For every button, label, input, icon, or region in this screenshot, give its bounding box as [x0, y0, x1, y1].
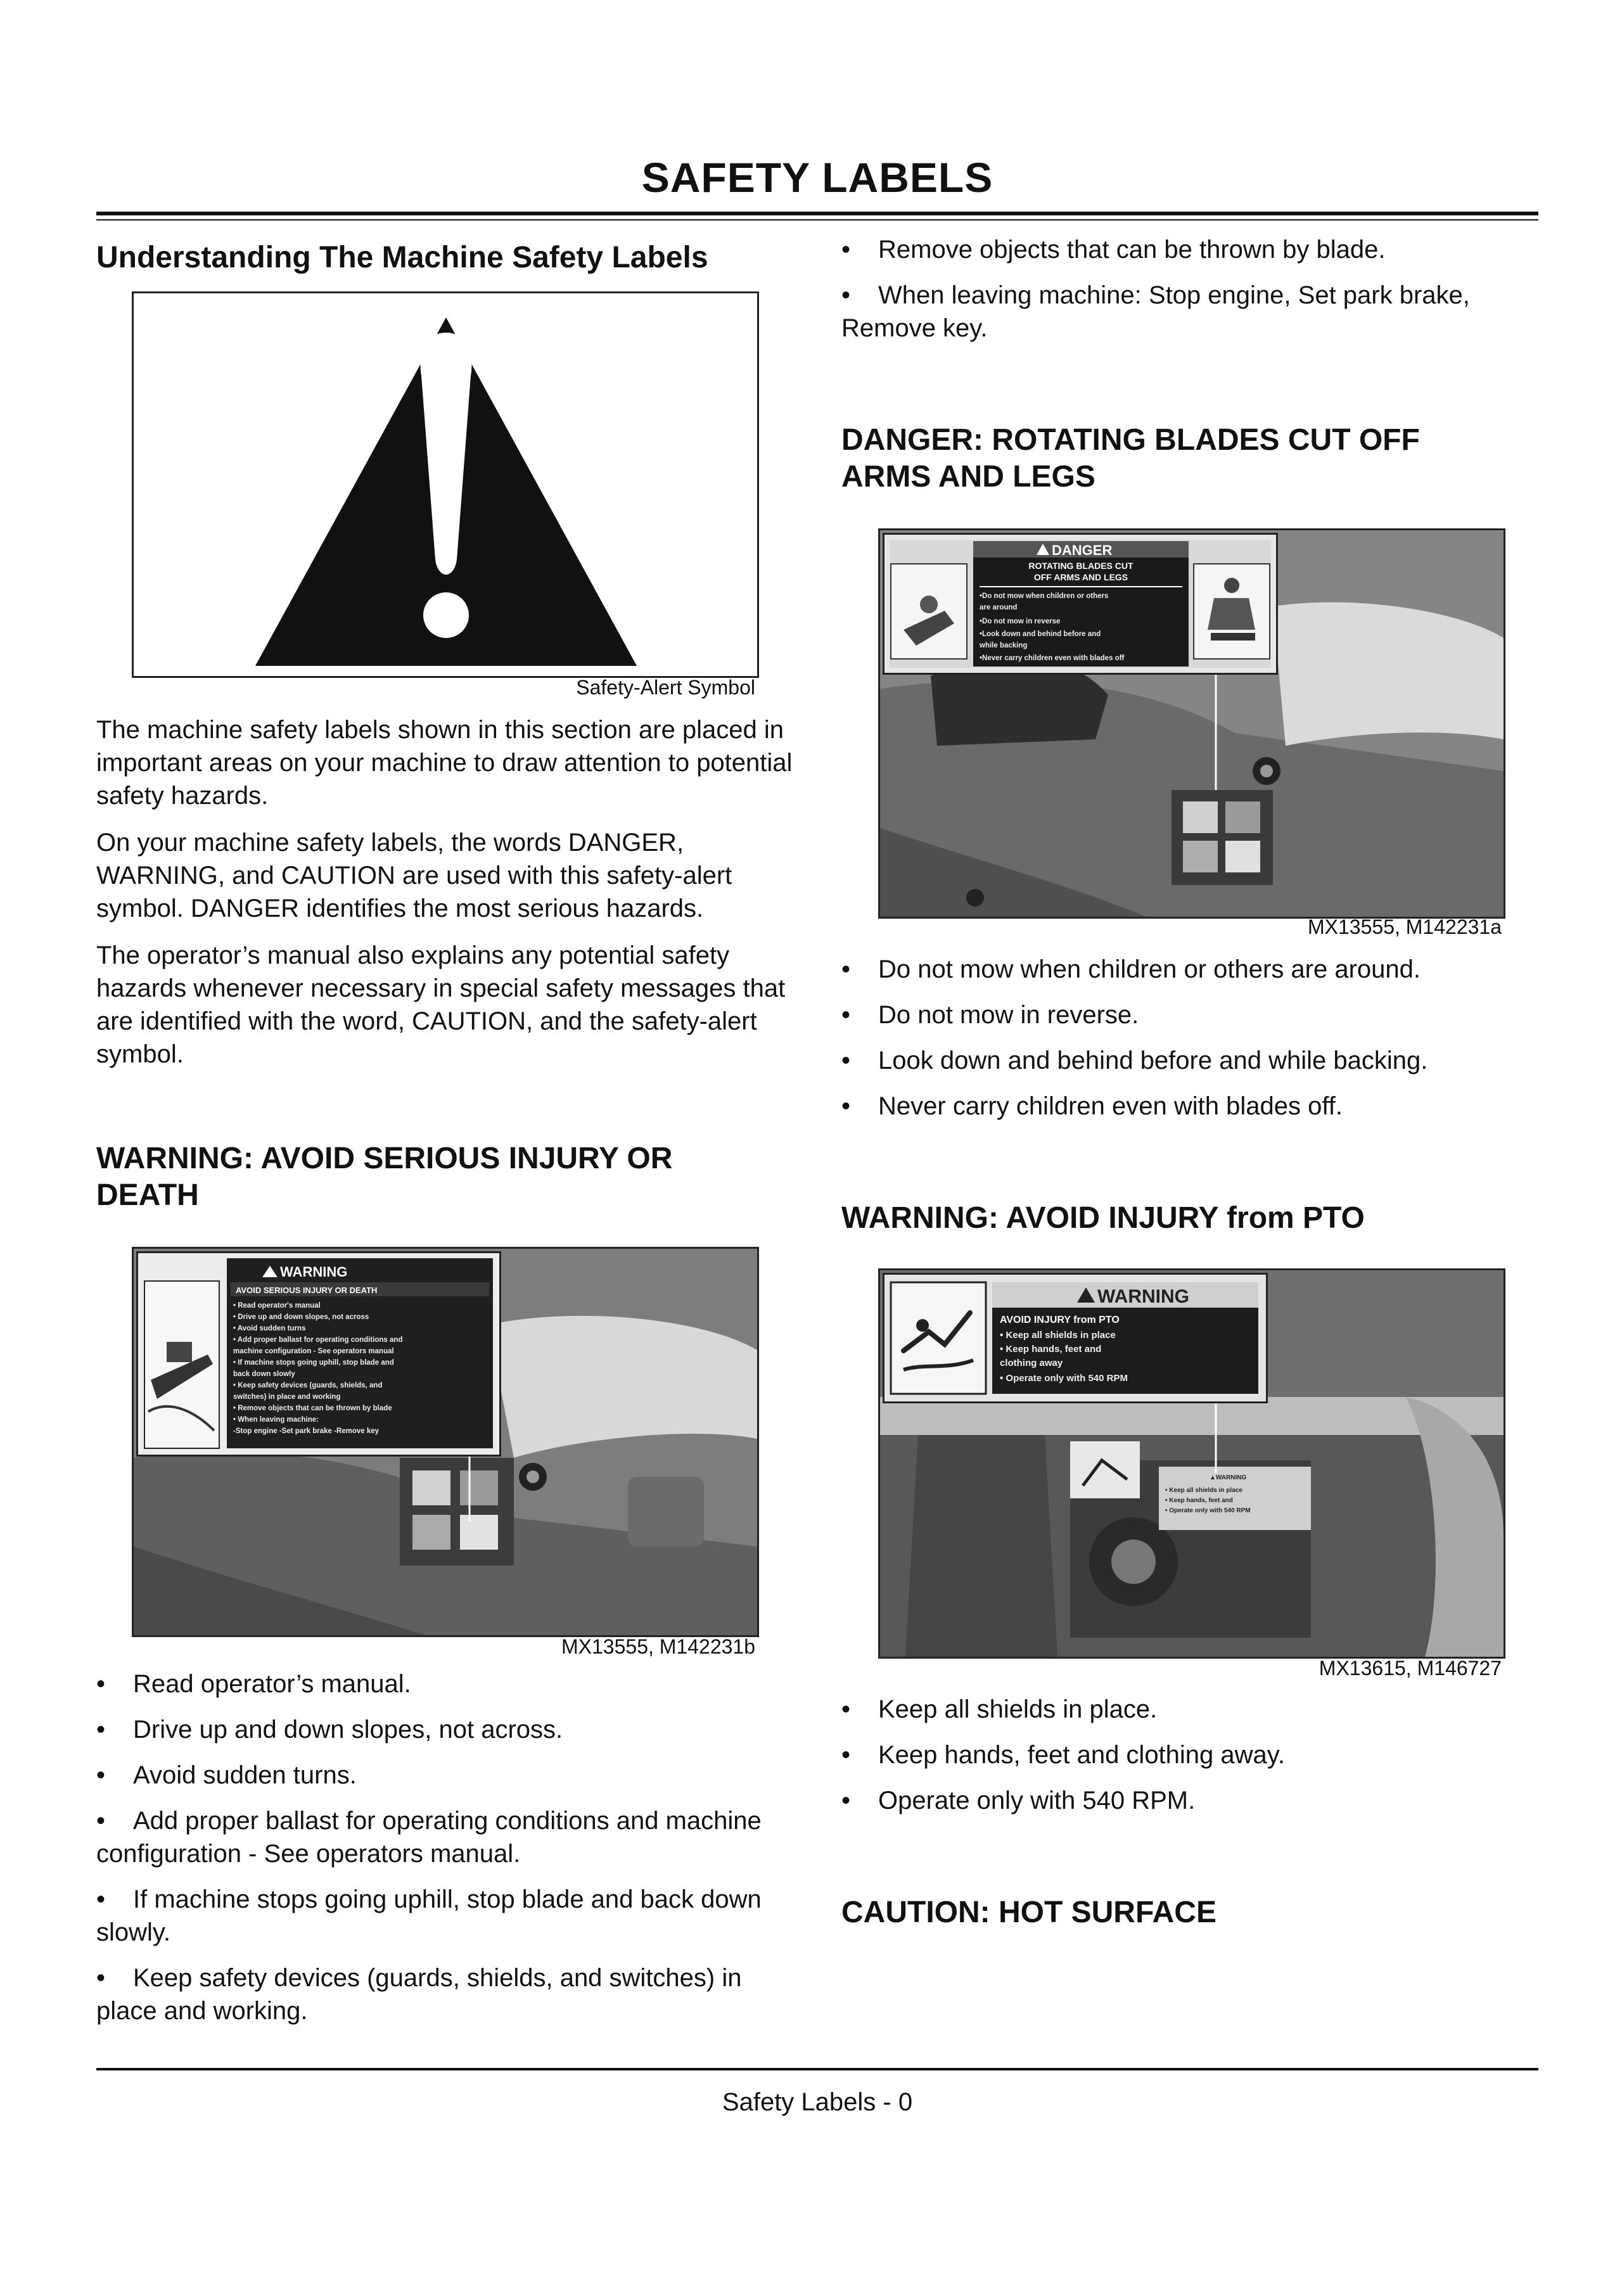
list-item: • Avoid sudden turns.	[96, 1761, 357, 1789]
warning-serious-photo	[132, 1247, 759, 1637]
list-item: • Keep safety devices (guards, shields, and switches) in place and working.	[96, 1964, 742, 2025]
list-item: • Do not mow in reverse.	[841, 1001, 1139, 1029]
section-heading-warning-serious	[96, 1140, 806, 1214]
svg-text:WARNING: WARNING	[1097, 1286, 1189, 1307]
pto-caption: MX13615, M146727	[1319, 1657, 1502, 1680]
intro-paragraph-3: The operator’s manual also explains any potential safety hazards whenever necessary in special safety messages that are identified with the word, CAUTION, and the safety-alert symbol.	[96, 941, 786, 1068]
list-item: • Never carry children even with blades off.	[841, 1092, 1343, 1120]
list-item: • Keep all shields in place.	[841, 1695, 1158, 1723]
svg-text:back down slowly: back down slowly	[233, 1370, 295, 1378]
warning-heading-line-2: DEATH	[96, 1178, 199, 1212]
svg-text:DANGER: DANGER	[1052, 542, 1113, 558]
section-heading-pto: WARNING: AVOID INJURY from PTO	[841, 1201, 1365, 1235]
list-item: • Operate only with 540 RPM.	[841, 1787, 1196, 1814]
svg-text:• Keep hands, feet and: • Keep hands, feet and	[1165, 1497, 1233, 1504]
danger-bullets	[841, 953, 1545, 1135]
svg-text:WARNING: WARNING	[280, 1264, 348, 1280]
svg-text:• Add proper ballast for opera: • Add proper ballast for operating conditions and	[233, 1336, 403, 1344]
list-item: • Do not mow when children or others are around.	[841, 955, 1421, 983]
right-top-bullets	[841, 233, 1545, 357]
svg-text:OFF ARMS AND LEGS: OFF ARMS AND LEGS	[1033, 572, 1128, 582]
danger-heading-line-2: ARMS AND LEGS	[841, 460, 1095, 494]
section-heading-understanding: Understanding The Machine Safety Labels	[96, 241, 708, 274]
svg-text:while backing: while backing	[980, 642, 1028, 649]
svg-text:• Keep safety devices (guards,: • Keep safety devices (guards, shields, and	[233, 1382, 383, 1389]
svg-text:• When leaving machine:: • When leaving machine:	[233, 1416, 319, 1424]
section-heading-danger	[841, 422, 1545, 495]
warning-serious-label	[136, 1251, 501, 1457]
list-item: • Drive up and down slopes, not across.	[96, 1716, 563, 1744]
list-item: • When leaving machine: Stop engine, Set park brake, Remove key.	[841, 281, 1470, 342]
svg-text:•Never carry children even wit: •Never carry children even with blades off	[980, 654, 1125, 662]
svg-text:• Read operator's manual: • Read operator's manual	[233, 1302, 321, 1310]
danger-caption: MX13555, M142231a	[1308, 915, 1502, 938]
svg-text:• If machine stops going uphil: • If machine stops going uphill, stop blade and	[233, 1359, 394, 1367]
warning-serious-caption: MX13555, M142231b	[561, 1635, 755, 1658]
warning-heading-line-1: WARNING: AVOID SERIOUS INJURY OR	[96, 1142, 673, 1175]
list-item: • Keep hands, feet and clothing away.	[841, 1741, 1285, 1769]
svg-text:• Drive up and down slopes, no: • Drive up and down slopes, not across	[233, 1313, 369, 1321]
svg-text:•Do not mow in reverse: •Do not mow in reverse	[980, 618, 1061, 625]
title-rule-thin	[96, 219, 1538, 220]
svg-text:• Operate only with 540 RPM: • Operate only with 540 RPM	[1165, 1507, 1251, 1514]
svg-text:clothing away: clothing away	[1000, 1358, 1063, 1368]
svg-text:• Keep all shields in place: • Keep all shields in place	[1165, 1487, 1242, 1494]
list-item: • Read operator’s manual.	[96, 1670, 411, 1698]
safety-alert-symbol-figure	[132, 291, 759, 678]
svg-text:AVOID INJURY from PTO: AVOID INJURY from PTO	[1000, 1315, 1120, 1325]
symbol-caption: Safety-Alert Symbol	[576, 676, 755, 699]
svg-text:•Do not mow when children or o: •Do not mow when children or others	[980, 592, 1109, 600]
danger-heading-line-1: DANGER: ROTATING BLADES CUT OFF	[841, 423, 1420, 457]
page-title: SAFETY LABELS	[641, 154, 993, 201]
svg-text:• Avoid sudden turns: • Avoid sudden turns	[233, 1325, 306, 1332]
svg-text:are around: are around	[980, 604, 1018, 611]
svg-text:• Keep all shields in place: • Keep all shields in place	[1000, 1330, 1116, 1341]
svg-text:machine configuration - See op: machine configuration - See operators manual	[233, 1348, 394, 1355]
title-rule-thick	[96, 212, 1538, 215]
svg-text:switches) in place and working: switches) in place and working	[233, 1393, 341, 1401]
footer-rule	[96, 2068, 1538, 2070]
svg-text:-Stop engine -Set park brake: -Stop engine -Set park brake -Remove key	[233, 1427, 380, 1435]
svg-text:AVOID SERIOUS INJURY OR DEATH: AVOID SERIOUS INJURY OR DEATH	[236, 1285, 378, 1295]
section-heading-caution: CAUTION: HOT SURFACE	[841, 1896, 1216, 1929]
svg-text:• Remove objects that can be t: • Remove objects that can be thrown by blade	[233, 1405, 392, 1412]
pto-photo	[878, 1268, 1505, 1659]
danger-label	[883, 533, 1278, 675]
svg-text:▲WARNING: ▲WARNING	[1210, 1474, 1247, 1481]
list-item: • Add proper ballast for operating conditions and machine configuration - See operators manual.	[96, 1807, 762, 1868]
svg-text:•Look down and behind before a: •Look down and behind before and	[980, 630, 1101, 638]
list-item: • Remove objects that can be thrown by blade.	[841, 236, 1386, 264]
warning-serious-bullets	[96, 1668, 806, 2040]
safety-alert-icon	[134, 293, 757, 676]
pto-label	[883, 1273, 1268, 1403]
intro-paragraphs	[96, 713, 793, 1085]
page-footer: Safety Labels - 0	[722, 2088, 913, 2116]
svg-text:• Operate only with 540 RPM: • Operate only with 540 RPM	[1000, 1373, 1128, 1384]
svg-text:• Keep hands, feet and: • Keep hands, feet and	[1000, 1344, 1102, 1355]
danger-photo	[878, 528, 1505, 919]
intro-paragraph-2: On your machine safety labels, the words DANGER, WARNING, and CAUTION are used with this safety-alert symbol. DANGER identifies the most serious hazards.	[96, 829, 732, 922]
list-item: • Look down and behind before and while backing.	[841, 1047, 1428, 1075]
svg-text:ROTATING BLADES CUT: ROTATING BLADES CUT	[1028, 561, 1133, 571]
pto-bullets	[841, 1693, 1545, 1830]
intro-paragraph-1: The machine safety labels shown in this section are placed in important areas on your machine to draw attention to potential safety hazards.	[96, 716, 793, 810]
list-item: • If machine stops going uphill, stop blade and back down slowly.	[96, 1885, 762, 1946]
